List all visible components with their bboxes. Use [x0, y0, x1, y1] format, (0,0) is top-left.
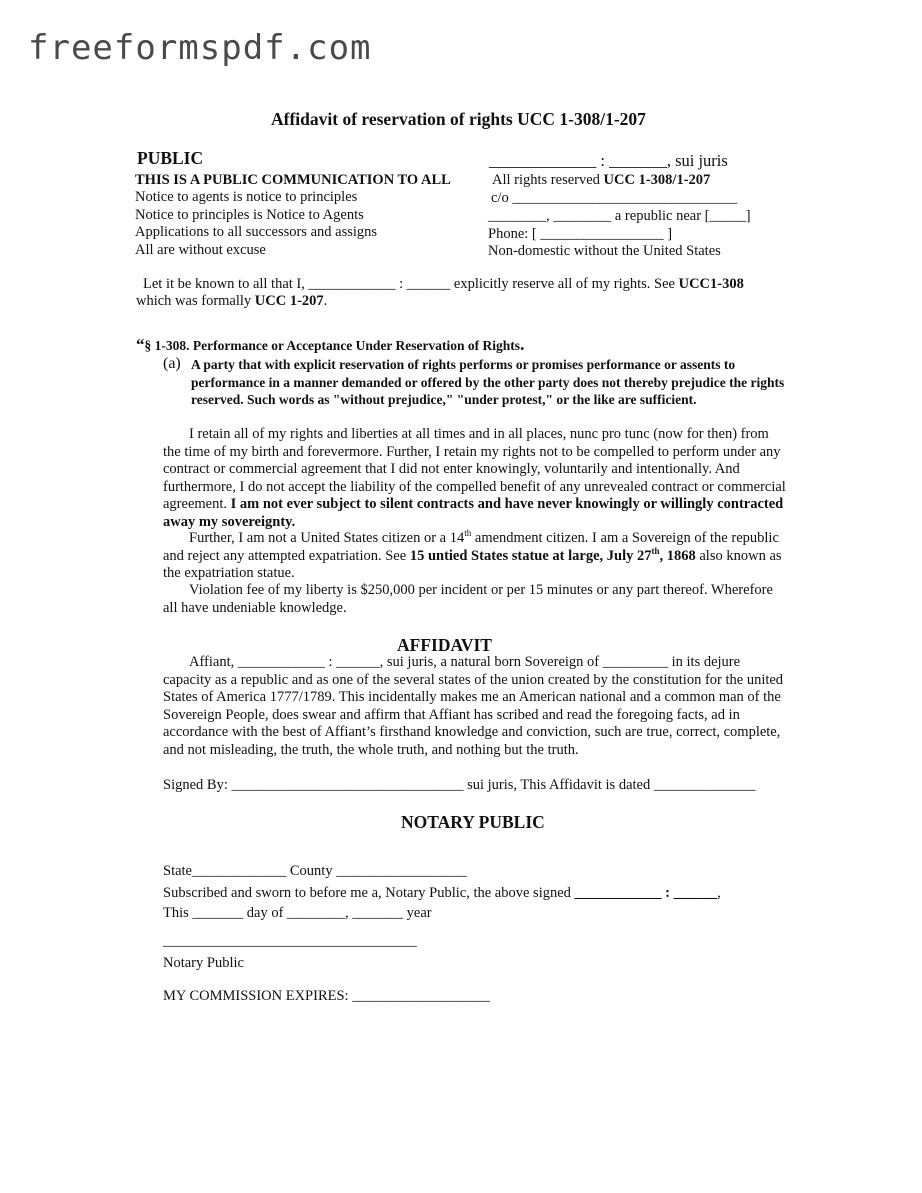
- care-of-field[interactable]: c/o _______________________________: [491, 190, 738, 206]
- intro-text: Let it be known to all that I, ____________ : ______ explicitly reserve all of my rights. See: [143, 276, 679, 292]
- violation-paragraph: Violation fee of my liberty is $250,000 per incident or per 15 minutes or any part thereof. Wherefore all have undeniable knowledge.: [163, 582, 773, 616]
- rights-paragraph: [163, 426, 788, 531]
- intro-period: .: [323, 293, 328, 309]
- subscribed-sworn-line: [163, 885, 721, 903]
- rights-paragraph-text: I retain all of my rights and liberties at all times and in all places, nunc pro tunc (now for then) from the time of my birth and forevermore. Further, I retain my rights not to be compelled to perform under any contract or commercial agreement that I did not enter knowingly, voluntarily and intentionally. And furthermore, I do not accept the liability of the compelled benefit of any unrevealed contract or commercial agreement.: [163, 426, 786, 512]
- intro-formally-text: which was formally: [136, 293, 255, 309]
- name-sui-juris-field[interactable]: _____________ : _______, sui juris: [489, 151, 728, 170]
- section-heading-dot: .: [520, 334, 525, 354]
- non-domestic-line: Non-domestic without the United States: [488, 243, 721, 259]
- intro-ucc-207: UCC 1-207: [254, 293, 324, 309]
- notice-principles-line: Notice to principles is Notice to Agents: [135, 207, 364, 223]
- item-label: (a): [163, 355, 181, 372]
- commission-expires-line[interactable]: MY COMMISSION EXPIRES: ___________________: [163, 988, 490, 1004]
- without-excuse-line: All are without excuse: [135, 242, 266, 258]
- public-heading: PUBLIC: [137, 148, 204, 168]
- subscribed-comma: ,: [717, 885, 721, 901]
- rights-reserved-ucc: UCC 1-308/1-207: [603, 172, 711, 188]
- signed-name-field[interactable]: ____________ : ______: [574, 885, 718, 901]
- state-county-line[interactable]: State_____________ County __________________: [163, 863, 467, 879]
- citizenship-sup: th: [464, 528, 472, 539]
- citizenship-paragraph: [163, 530, 788, 583]
- rights-reserved-text: All rights reserved: [492, 172, 604, 188]
- notary-heading: NOTARY PUBLIC: [401, 812, 545, 832]
- subscribed-text: Subscribed and sworn to before me a, Notary Public, the above signed: [163, 885, 575, 901]
- section-heading: [136, 334, 525, 355]
- intro-line-1: [143, 276, 744, 294]
- public-communication-line: THIS IS A PUBLIC COMMUNICATION TO ALL: [135, 172, 451, 188]
- citizenship-text-b: amendment citizen. I am a Sovereign of the republic and reject any attempted expatriation. See: [163, 530, 779, 564]
- successors-line: Applications to all successors and assigns: [135, 224, 378, 240]
- statute-sup: th: [651, 545, 660, 556]
- day-of-line[interactable]: This _______ day of ________, _______ year: [163, 905, 432, 921]
- statute-bold-b: , 1868: [659, 547, 696, 564]
- section-quote: “: [136, 335, 145, 354]
- phone-field[interactable]: Phone: [ _________________ ]: [488, 226, 673, 242]
- item-text: A party that with explicit reservation of rights performs or promises performance or assents to performance in a manner demanded or offered by the other party does not thereby prejudice the rights reserved. Such words as "without prejudice," "under protest," or the like are sufficient.: [191, 357, 785, 407]
- republic-near-field[interactable]: ________, ________ a republic near [_____]: [488, 208, 751, 224]
- affidavit-text: Affiant, ____________ : ______, sui juris, a natural born Sovereign of _________ in its dejure capacity as a republic and as one of the several states of the union created by the constitution for the united States of America 1777/1789. This incidentally makes me an American national and a common man of the Sovereign People, does swear and affirm that Affiant has scribed and read the foregoing facts, ad in accordance with the best of Affiant’s firsthand knowledge and conviction, such are true, correct, complete, and not misleading, the truth, the whole truth, and nothing but the truth.: [163, 654, 784, 758]
- watermark: freeformspdf.com: [28, 28, 372, 68]
- statute-bold-a: 15 untied States statue at large, July 27: [409, 547, 652, 564]
- intro-ucc-308: UCC1-308: [678, 276, 744, 292]
- citizenship-text-c: also known as the expatriation statue.: [163, 547, 782, 581]
- signed-by-line[interactable]: Signed By: ________________________________ sui juris, This Affidavit is dated ______________: [163, 777, 756, 793]
- citizenship-text-a: Further, I am not a United States citizen or a 14: [189, 530, 465, 546]
- intro-line-2: [136, 293, 327, 311]
- rights-reserved-line: [492, 172, 710, 190]
- affidavit-heading: AFFIDAVIT: [397, 635, 492, 655]
- notary-signature-line[interactable]: ___________________________________: [163, 933, 417, 949]
- notary-public-label: Notary Public: [163, 955, 244, 971]
- document-title: Affidavit of reservation of rights UCC 1-308/1-207: [271, 109, 646, 129]
- rights-paragraph-bold: I am not ever subject to silent contracts and have never knowingly or willingly contracted away my sovereignty.: [163, 496, 784, 530]
- section-heading-text: § 1-308. Performance or Acceptance Under Reservation of Rights: [144, 338, 521, 353]
- notice-agents-line: Notice to agents is notice to principles: [135, 189, 358, 205]
